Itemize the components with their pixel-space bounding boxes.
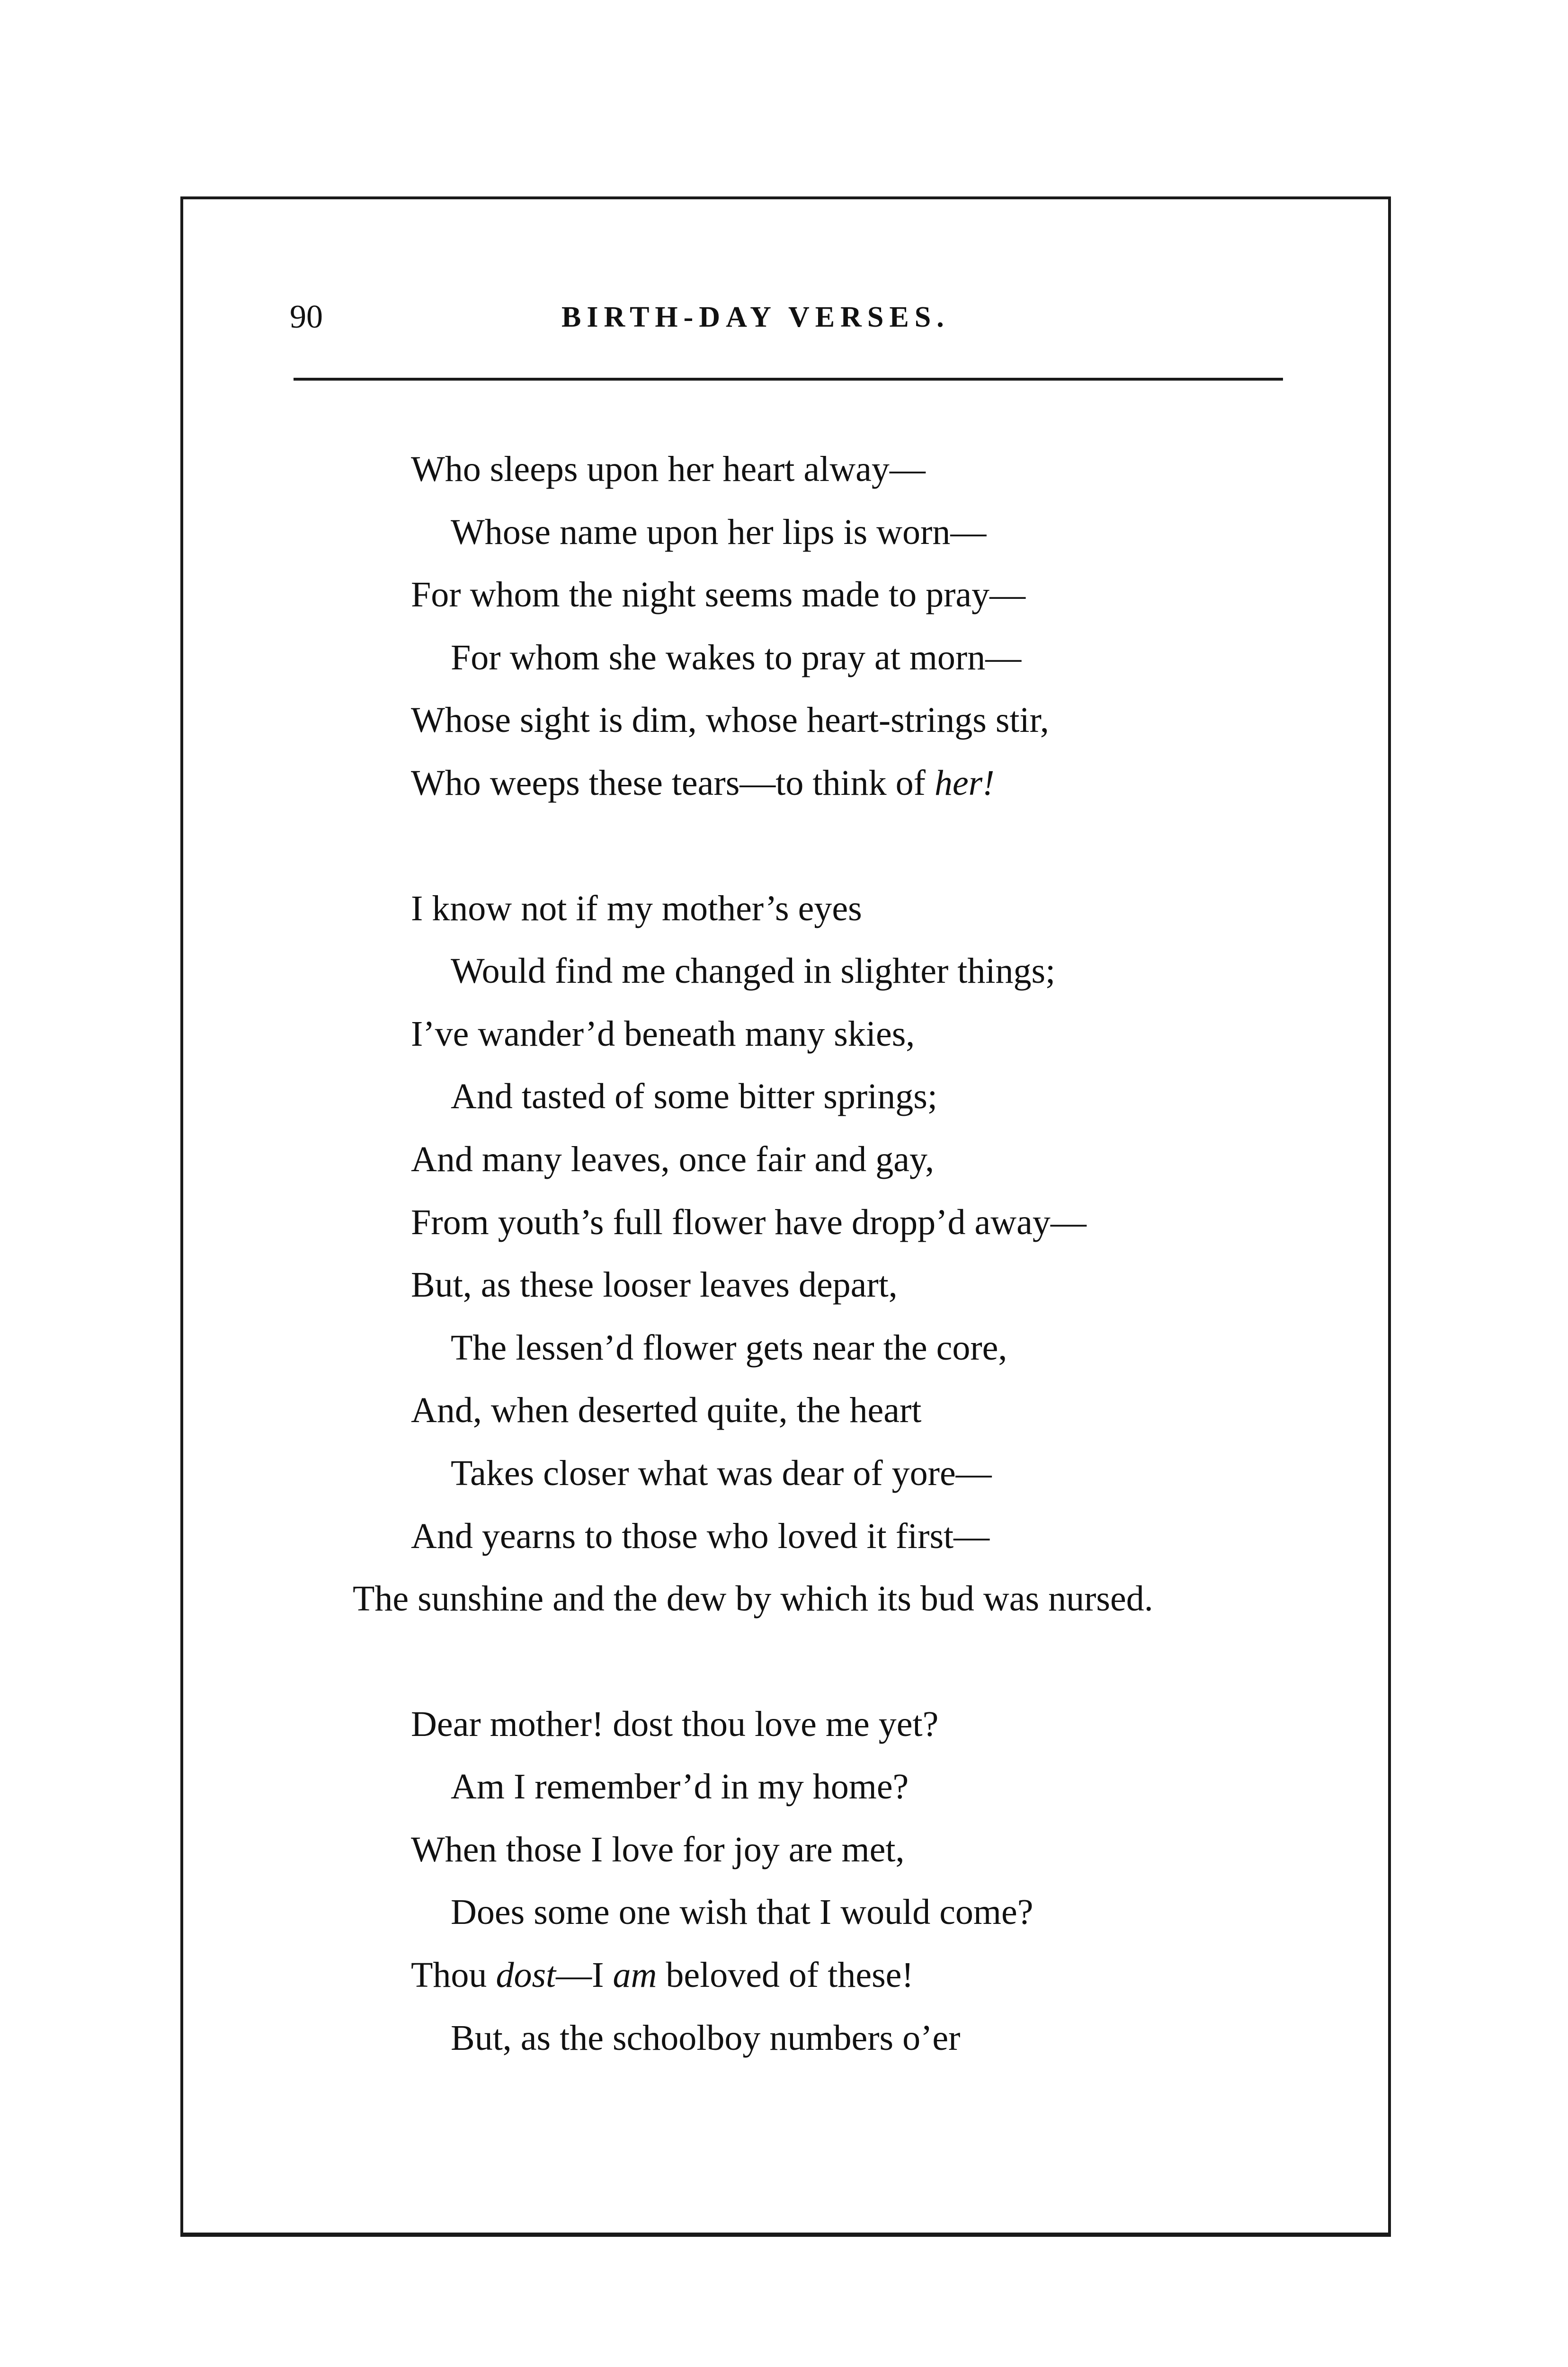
- poem-line: Would find me changed in slighter things;: [451, 951, 1056, 991]
- stanza-2: [0, 877, 1568, 1630]
- poem-line: Whose name upon her lips is worn—: [451, 512, 987, 552]
- poem-line: Whose sight is dim, whose heart-strings stir,: [411, 700, 1049, 740]
- poem-line: For whom the night seems made to pray—: [411, 575, 1026, 615]
- running-head: BIRTH-DAY VERSES.: [561, 301, 950, 333]
- poem-line: When those I love for joy are met,: [411, 1829, 905, 1869]
- poem-line-text: beloved of these!: [657, 1955, 914, 1995]
- poem-line: From youth’s full flower have dropp’d away—: [411, 1202, 1087, 1242]
- poem-line: I know not if my mother’s eyes: [411, 888, 862, 928]
- poem-line-text: Who weeps these tears—to think of: [411, 763, 935, 803]
- poem-line-italic: dost: [496, 1955, 556, 1995]
- poem-line-italic: am: [613, 1955, 657, 1995]
- page-number: 90: [290, 299, 323, 335]
- page-header: [0, 298, 1568, 336]
- poem-line: Does some one wish that I would come?: [451, 1892, 1033, 1932]
- poem-line: Who sleeps upon her heart alway—: [411, 449, 926, 489]
- poem-line: I’ve wander’d beneath many skies,: [411, 1014, 915, 1054]
- poem-line: The lessen’d flower gets near the core,: [451, 1327, 1007, 1368]
- poem-line: And yearns to those who loved it first—: [411, 1516, 990, 1556]
- poem-line: Am I remember’d in my home?: [451, 1767, 909, 1807]
- stanza-3: [0, 1693, 1568, 2070]
- poem-line: [0, 1944, 1568, 2007]
- poem-line: For whom she wakes to pray at morn—: [451, 637, 1022, 677]
- poem-line: But, as the schoolboy numbers o’er: [451, 2018, 961, 2058]
- stanza-1: [0, 438, 1568, 815]
- poem-line: The sunshine and the dew by which its bud was nursed.: [353, 1579, 1153, 1619]
- poem-line: And, when deserted quite, the heart: [411, 1390, 922, 1431]
- poem-line: And many leaves, once fair and gay,: [411, 1139, 935, 1179]
- poem-line: Dear mother! dost thou love me yet?: [411, 1704, 939, 1744]
- poem-line-text: —I: [556, 1955, 613, 1995]
- poem-line-text: Thou: [411, 1955, 496, 1995]
- poem-body: [0, 438, 1568, 2132]
- poem-line: But, as these looser leaves depart,: [411, 1265, 898, 1305]
- poem-line-italic: her!: [934, 763, 995, 803]
- poem-line: And tasted of some bitter springs;: [451, 1077, 937, 1117]
- poem-line: Takes closer what was dear of yore—: [451, 1453, 992, 1493]
- header-rule: [294, 378, 1283, 381]
- poem-line: [0, 752, 1568, 815]
